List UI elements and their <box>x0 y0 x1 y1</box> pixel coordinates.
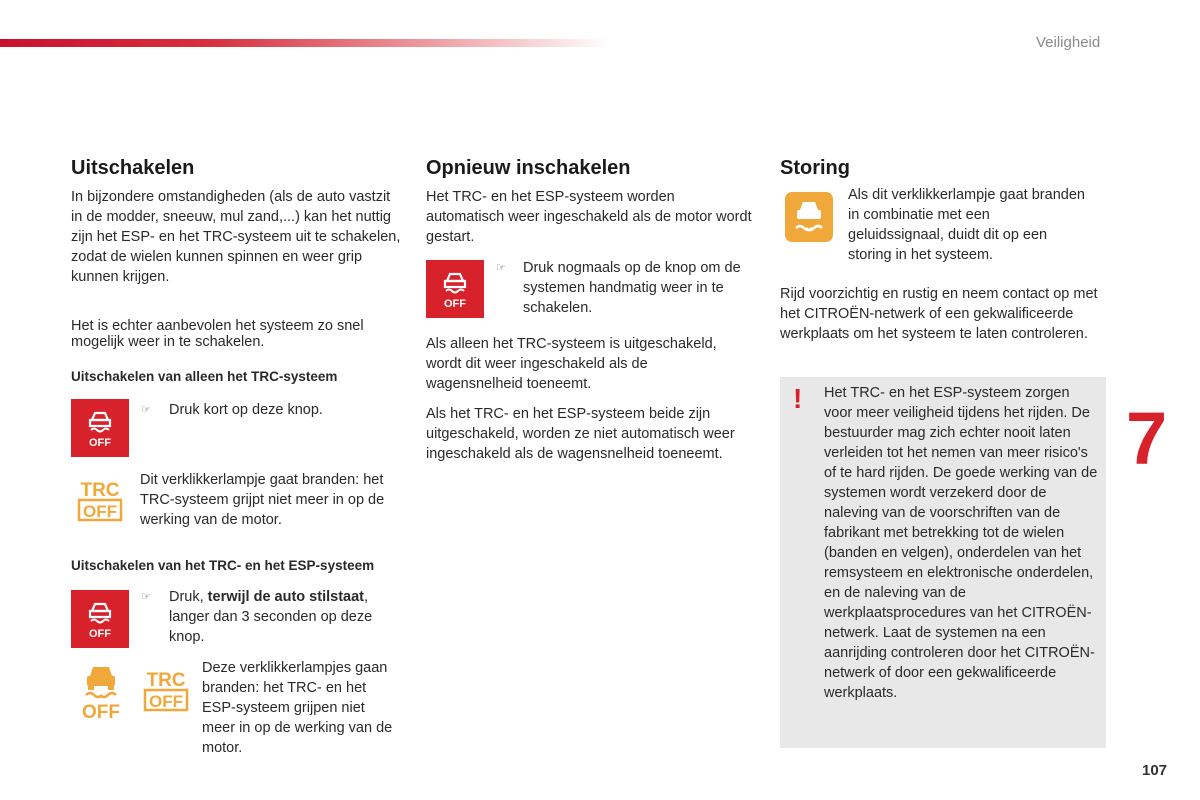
paragraph-both-systems: Als het TRC- en het ESP-systeem beide zijn uitgeschakeld, worden ze niet automatisch weer ingeschakeld als de wagensnelheid toeneemt. <box>426 406 735 462</box>
intro-paragraph: In bijzondere omstandigheden (als de auto vastzit in de modder, sneeuw, mul zand,...) kan het nuttig zijn het ESP- en het TRC-systeem uit te schakelen, zodat de wielen kunnen spinnen en weer grip kunnen krijgen. <box>71 189 401 285</box>
column-storing <box>780 156 1110 180</box>
header-accent-bar <box>0 39 610 47</box>
off-text: OFF <box>82 702 120 720</box>
page-number: 107 <box>1142 762 1168 779</box>
step-press-long: Druk, terwijl de auto stilstaat, langer dan 3 seconden op deze knop. <box>169 589 373 645</box>
trc-off-lamp-icon <box>76 478 124 522</box>
warning-exclamation-icon: ! <box>793 383 803 414</box>
esp-warning-lamp-icon <box>785 192 833 242</box>
heading-uitschakelen: Uitschakelen <box>71 157 195 179</box>
warning-text: Het TRC- en het ESP-systeem zorgen voor meer veiligheid tijdens het rijden. De bestuurder mag zich echter nooit laten verleiden tot het nemen van meer risico's of te hard rijden. De goede werking van de systemen wordt verzekerd door de naleving van de voorschriften van de fabrikant met betrekking tot de wielen (banden en velgen), onderdelen van het remsysteem en elektronische onderdelen, en de naleving van de werkplaatsprocedures van het CITROËN-netwerk. Laat de systemen na een aanrijding controleren door het CITROËN-netwerk of door een gekwalificeerde werkplaats. <box>824 385 1098 701</box>
section-title: Veiligheid <box>1036 34 1101 51</box>
advice-paragraph: Het is echter aanbevolen het systeem zo snel mogelijk weer in te schakelen. <box>71 318 364 350</box>
step-press-short: Druk kort op deze knop. <box>169 402 323 418</box>
lamp-trc-description: Dit verklikkerlampje gaat branden: het TRC-systeem grijpt niet meer in op de werking van de motor. <box>140 472 385 528</box>
esp-off-button-icon <box>426 260 484 318</box>
off-text: OFF <box>89 628 111 640</box>
off-text: OFF <box>89 437 111 449</box>
bullet-icon: ☞ <box>141 404 151 416</box>
esp-off-lamp-icon <box>78 662 124 720</box>
fault-advice-paragraph: Rijd voorzichtig en rustig en neem contact op met het CITROËN-netwerk of een gekwalificeerde werkplaats om het systeem te laten controleren. <box>780 286 1098 342</box>
subheading-trc-only: Uitschakelen van alleen het TRC-systeem <box>71 369 338 384</box>
off-text: OFF <box>149 692 183 711</box>
bullet-icon: ☞ <box>496 262 506 274</box>
trc-off-lamp-icon <box>142 668 190 712</box>
bullet-icon: ☞ <box>141 591 151 603</box>
off-text: OFF <box>444 298 466 310</box>
step-reactivate: Druk nogmaals op de knop om de systemen handmatig weer in te schakelen. <box>523 260 741 316</box>
subheading-trc-esp: Uitschakelen van het TRC- en het ESP-systeem <box>71 558 375 573</box>
trc-text: TRC <box>80 480 120 501</box>
trc-text: TRC <box>146 670 186 691</box>
heading-storing: Storing <box>780 157 850 179</box>
off-text: OFF <box>83 502 117 521</box>
paragraph-trc-only-reactivation: Als alleen het TRC-systeem is uitgeschakeld, wordt dit weer ingeschakeld als de wagensnelheid toeneemt. <box>426 336 717 392</box>
intro-paragraph: Het TRC- en het ESP-systeem worden automatisch weer ingeschakeld als de motor wordt gestart. <box>426 189 752 245</box>
column-uitschakelen <box>71 156 401 386</box>
lamp-fault-description: Als dit verklikkerlampje gaat branden in combinatie met een geluidssignaal, duidt dit op een storing in het systeem. <box>848 187 1085 263</box>
column-opnieuw-inschakelen <box>426 156 756 247</box>
esp-off-button-icon <box>71 399 129 457</box>
chapter-number: 7 <box>1126 397 1168 480</box>
heading-opnieuw-inschakelen: Opnieuw inschakelen <box>426 157 631 179</box>
esp-off-button-icon <box>71 590 129 648</box>
lamp-trc-esp-description: Deze verklikkerlampjes gaan branden: het TRC- en het ESP-systeem grijpen niet meer in op de werking van de motor. <box>202 660 393 756</box>
